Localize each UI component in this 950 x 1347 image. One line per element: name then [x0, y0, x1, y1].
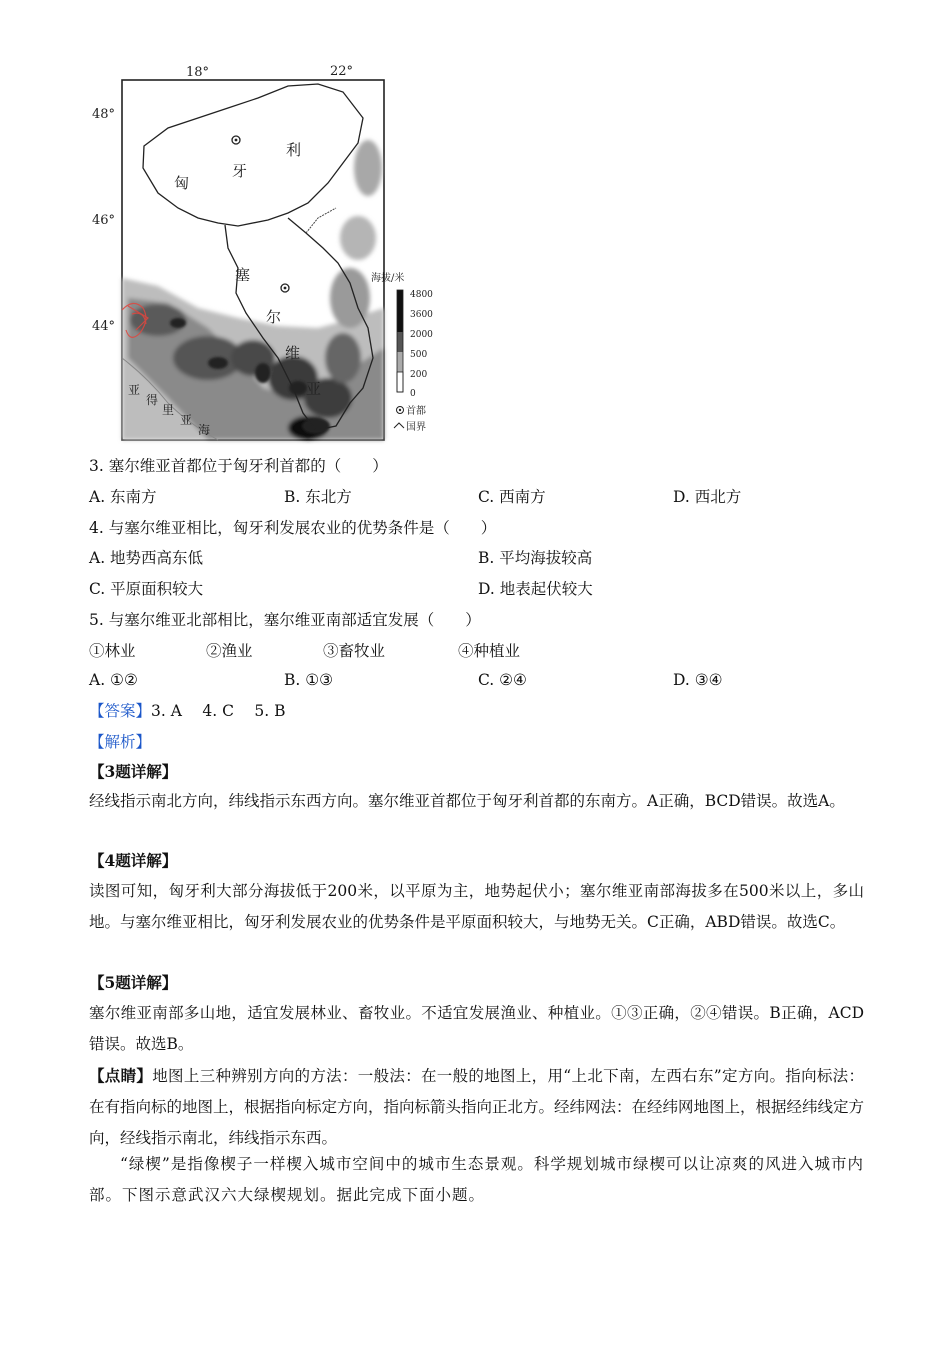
lon-label-18: 18° — [186, 65, 210, 80]
legend-border-label: 国界 — [406, 422, 426, 433]
question-4-option-b: B. 平均海拔较高 — [478, 549, 593, 567]
label-serbia-1: 塞 — [235, 266, 251, 284]
question-5-option-c: C. ②④ — [478, 671, 527, 689]
lon-label-22: 22° — [330, 64, 354, 79]
lat-label-46: 46° — [92, 213, 116, 228]
lat-label-44: 44° — [92, 319, 116, 334]
legend-title: 海拔/米 — [371, 273, 405, 284]
label-serbia-4: 亚 — [306, 380, 322, 398]
question-5-item-3: ③畜牧业 — [323, 642, 386, 660]
label-sea-4: 亚 — [180, 413, 193, 427]
question-3-option-a: A. 东南方 — [89, 488, 157, 506]
legend-tick-4800: 4800 — [410, 290, 433, 300]
legend-capital-label: 首都 — [406, 406, 426, 417]
hungary-serbia-relief-map — [88, 58, 433, 448]
question-5-item-1: ①林业 — [89, 642, 136, 660]
detail-3-text: 经线指示南北方向，纬线指示东西方向。塞尔维亚首都位于匈牙利首都的东南方。A正确，BCD错误。故选A。 — [89, 792, 845, 810]
label-serbia-3: 维 — [285, 344, 301, 362]
tip-text: 地图上三种辨别方向的方法：一般法：在一般的地图上，用“上北下南，左西右东”定方向。指向标法：在有指向标的地图上，根据指向标定方向，指向标箭头指向正北方。经纬网法：在经纬网地图上，根据经纬线定方向，经线指示南北，纬线指示东西。 — [89, 1067, 865, 1147]
next-section-intro: “绿楔”是指像楔子一样楔入城市空间中的城市生态景观。科学规划城市绿楔可以让凉爽的风进入城市内部。下图示意武汉六大绿楔规划。据此完成下面小题。 — [89, 1155, 864, 1204]
answer-text: 3. A 4. C 5. B — [151, 702, 286, 720]
legend-tick-200: 200 — [410, 370, 428, 380]
detail-5-tag: 【5题详解】 — [89, 973, 178, 992]
question-5-option-a: A. ①② — [89, 671, 138, 689]
legend-band-plain — [397, 372, 403, 392]
detail-5-text: 塞尔维亚南部多山地，适宜发展林业、畜牧业。不适宜发展渔业、种植业。①③正确，②④错误。B正确，ACD错误。故选B。 — [89, 1004, 864, 1053]
legend-band-mid — [397, 332, 403, 352]
legend-tick-2000: 2000 — [410, 330, 433, 340]
question-5-item-4: ④种植业 — [458, 642, 521, 660]
question-5-option-b: B. ①③ — [284, 671, 334, 689]
legend-tick-500: 500 — [410, 350, 428, 360]
label-sea-5: 海 — [198, 423, 211, 437]
detail-3-tag: 【3题详解】 — [89, 762, 178, 781]
question-4-stem: 4. 与塞尔维亚相比，匈牙利发展农业的优势条件是（ ） — [89, 519, 497, 537]
legend-band-low — [397, 352, 403, 372]
question-4-option-d: D. 地表起伏较大 — [478, 580, 593, 598]
tip-tag: 【点睛】 — [89, 1066, 153, 1085]
label-sea-3: 里 — [162, 403, 175, 417]
label-serbia-2: 尔 — [266, 308, 282, 326]
label-hungary-2: 牙 — [232, 162, 248, 180]
question-3-option-b: B. 东北方 — [284, 488, 352, 506]
question-4-option-c: C. 平原面积较大 — [89, 580, 204, 598]
label-sea-1: 亚 — [128, 383, 141, 397]
legend-tick-0: 0 — [410, 389, 416, 399]
answer-line — [89, 701, 285, 721]
question-4-option-a: A. 地势西高东低 — [89, 549, 204, 567]
question-5-option-d: D. ③④ — [673, 671, 723, 689]
detail-4-tag: 【4题详解】 — [89, 851, 178, 870]
legend-border-icon — [394, 423, 404, 428]
question-3-stem: 3. 塞尔维亚首都位于匈牙利首都的（ ） — [89, 457, 388, 475]
label-hungary-3: 利 — [286, 141, 302, 159]
lat-label-48: 48° — [92, 107, 116, 122]
detail-4-text: 读图可知，匈牙利大部分海拔低于200米，以平原为主，地势起伏小；塞尔维亚南部海拔多在500米以上，多山地。与塞尔维亚相比，匈牙利发展农业的优势条件是平原面积较大，与地势无关。C正确，ABD错误。故选C。 — [89, 882, 864, 931]
label-hungary-1: 匈 — [174, 174, 190, 192]
legend-band-high — [397, 290, 403, 332]
analysis-tag: 【解析】 — [89, 733, 152, 751]
tip-paragraph — [89, 1060, 864, 1154]
legend-tick-3600: 3600 — [410, 310, 433, 320]
label-sea-2: 得 — [146, 393, 159, 407]
answer-tag: 【答案】 — [89, 702, 152, 720]
question-3-option-d: D. 西北方 — [673, 488, 742, 506]
question-5-item-2: ②渔业 — [206, 642, 253, 660]
question-3-option-c: C. 西南方 — [478, 488, 546, 506]
question-5-stem: 5. 与塞尔维亚北部相比，塞尔维亚南部适宜发展（ ） — [89, 611, 481, 629]
